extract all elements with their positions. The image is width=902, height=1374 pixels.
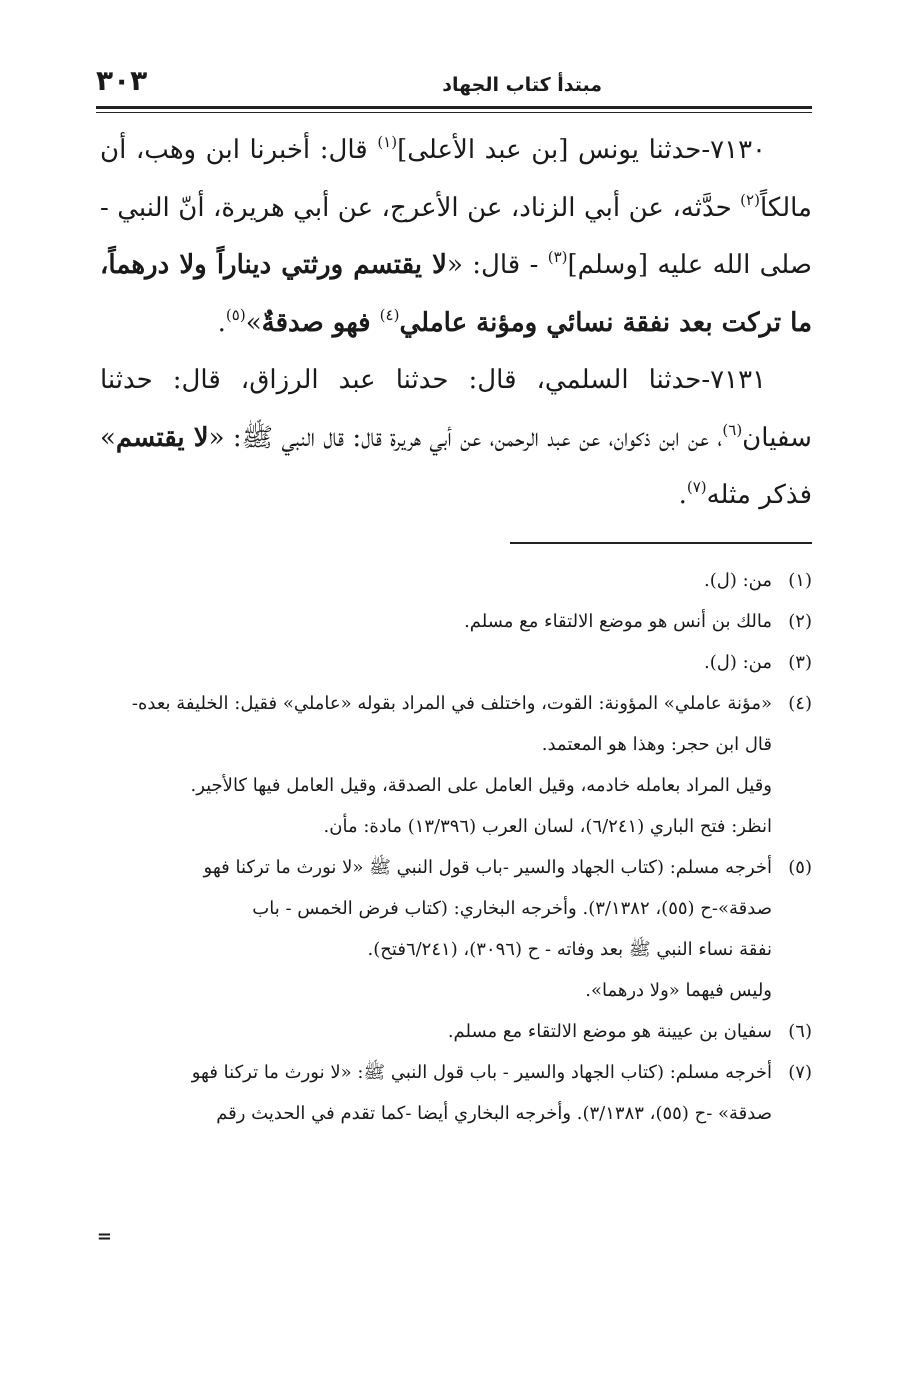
footnote-number: (٦) — [788, 1021, 812, 1042]
footnote-marker[interactable]: (٥) — [225, 305, 246, 324]
page-header — [96, 58, 812, 104]
footnote-text: من: (ل). — [704, 570, 772, 591]
hadith-text: حدَّثه، عن أبي الزناد، عن الأعرج، عن أبي هريرة، أنّ النبي - صلى الله عليه [وسلم] — [100, 192, 812, 280]
footnote-text: قال ابن حجر: وهذا هو المعتمد. — [541, 734, 772, 755]
footnote-number: (١) — [788, 570, 812, 591]
hadith-text: . — [678, 480, 687, 510]
hadith-number: ٧١٣٠ — [710, 135, 766, 165]
footnote-text: أخرجه مسلم: (كتاب الجهاد والسير - باب قول النبي ﷺ: «لا نورث ما تركنا فهو — [191, 1062, 772, 1083]
footnote-number: (٢) — [788, 611, 812, 632]
hadith-text: » — [245, 307, 262, 338]
footnote-4 — [96, 683, 812, 724]
footnote-number: (٣) — [788, 652, 812, 673]
footnote-text: من: (ل). — [704, 652, 772, 673]
hadith-matn: لا يقتسم ورثتي ديناراً ولا درهماً، ما تركت بعد نفقة نسائي ومؤنة عاملي — [100, 250, 812, 338]
footnote-7-continued — [96, 1093, 812, 1134]
footnote-marker[interactable]: (٣) — [547, 248, 568, 266]
footnote-marker[interactable]: (١) — [377, 133, 398, 151]
footnote-5 — [96, 847, 812, 888]
footnote-number: (٧) — [788, 1062, 812, 1083]
footnote-text: انظر: فتح الباري (٦/٢٤١)، لسان العرب (١٣/٣٩٦) مادة: مأن. — [323, 816, 772, 837]
footnote-3 — [96, 642, 812, 683]
footnote-2 — [96, 601, 812, 642]
footnote-4-continued — [96, 724, 812, 847]
continuation-mark: = — [96, 1226, 112, 1247]
footnote-7 — [96, 1052, 812, 1093]
hadith-text: . — [217, 307, 226, 338]
hadith-text: -حدثنا يونس [بن عبد الأعلى] — [397, 135, 711, 165]
running-title: مبتدأ كتاب الجهاد — [442, 74, 602, 96]
footnote-text: «مؤنة عاملي» المؤونة: القوت، واختلف في المراد بقوله «عاملي» فقيل: الخليفة بعده- — [131, 693, 772, 714]
hadith-text: قال: أخبرنا ابن وهب، أن مالكاً — [100, 135, 812, 223]
footnote-text: وليس فيهما «ولا درهما». — [585, 980, 772, 1001]
header-rule-thin — [96, 112, 812, 113]
hadith-text: ، عن ابن ذكوان، عن عبد الرحمن، عن أبي هريرة قال: قال النبي ﷺ: « — [208, 422, 723, 453]
footnote-marker[interactable]: (٧) — [686, 478, 707, 496]
footnote-1 — [96, 560, 812, 601]
footnote-text: صدقة» -ح (٥٥)، ٣/١٣٨٣). وأخرجه البخاري أيضا -كما تقدم في الحديث رقم — [216, 1103, 772, 1124]
page-number: ٣٠٣ — [96, 64, 148, 97]
footnote-text: مالك بن أنس هو موضع الالتقاء مع مسلم. — [464, 611, 772, 632]
footnote-marker[interactable]: (٤) — [379, 305, 400, 324]
hadith-text: - قال: « — [446, 250, 548, 280]
footnotes — [96, 560, 812, 1134]
footnote-separator — [510, 542, 812, 544]
header-rule-thick — [96, 106, 812, 109]
footnote-text: أخرجه مسلم: (كتاب الجهاد والسير -باب قول النبي ﷺ «لا نورث ما تركنا فهو — [203, 857, 772, 878]
hadith-7130 — [100, 122, 812, 352]
footnote-text: صدقة»-ح (٥٥)، ٣/١٣٨٢). وأخرجه البخاري: (كتاب فرض الخمس - باب — [252, 898, 772, 919]
footnote-6 — [96, 1011, 812, 1052]
footnote-marker[interactable]: (٦) — [722, 420, 743, 439]
footnote-5-continued — [96, 888, 812, 1011]
footnote-number: (٥) — [788, 857, 812, 878]
hadith-matn: لا يقتسم — [115, 422, 209, 453]
hadith-text: » فذكر مثله — [100, 422, 812, 510]
footnote-text: سفيان بن عيينة هو موضع الالتقاء مع مسلم. — [447, 1021, 772, 1042]
footnote-text: وقيل المراد بعامله خادمه، وقيل العامل على الصدقة، وقيل العامل فيها كالأجير. — [190, 775, 772, 796]
hadith-text: -حدثنا السلمي، قال: حدثنا عبد الرزاق، قال: حدثنا سفيان — [100, 365, 812, 453]
main-text — [100, 122, 812, 525]
footnote-number: (٤) — [788, 693, 812, 714]
hadith-number: ٧١٣١ — [710, 365, 766, 395]
footnote-text: نفقة نساء النبي ﷺ بعد وفاته - ح (٣٠٩٦)، (٦/٢٤١فتح). — [367, 939, 772, 960]
hadith-matn: فهو صدقةٌ — [261, 307, 380, 338]
hadith-7131 — [100, 352, 812, 525]
footnote-marker[interactable]: (٢) — [740, 190, 760, 209]
